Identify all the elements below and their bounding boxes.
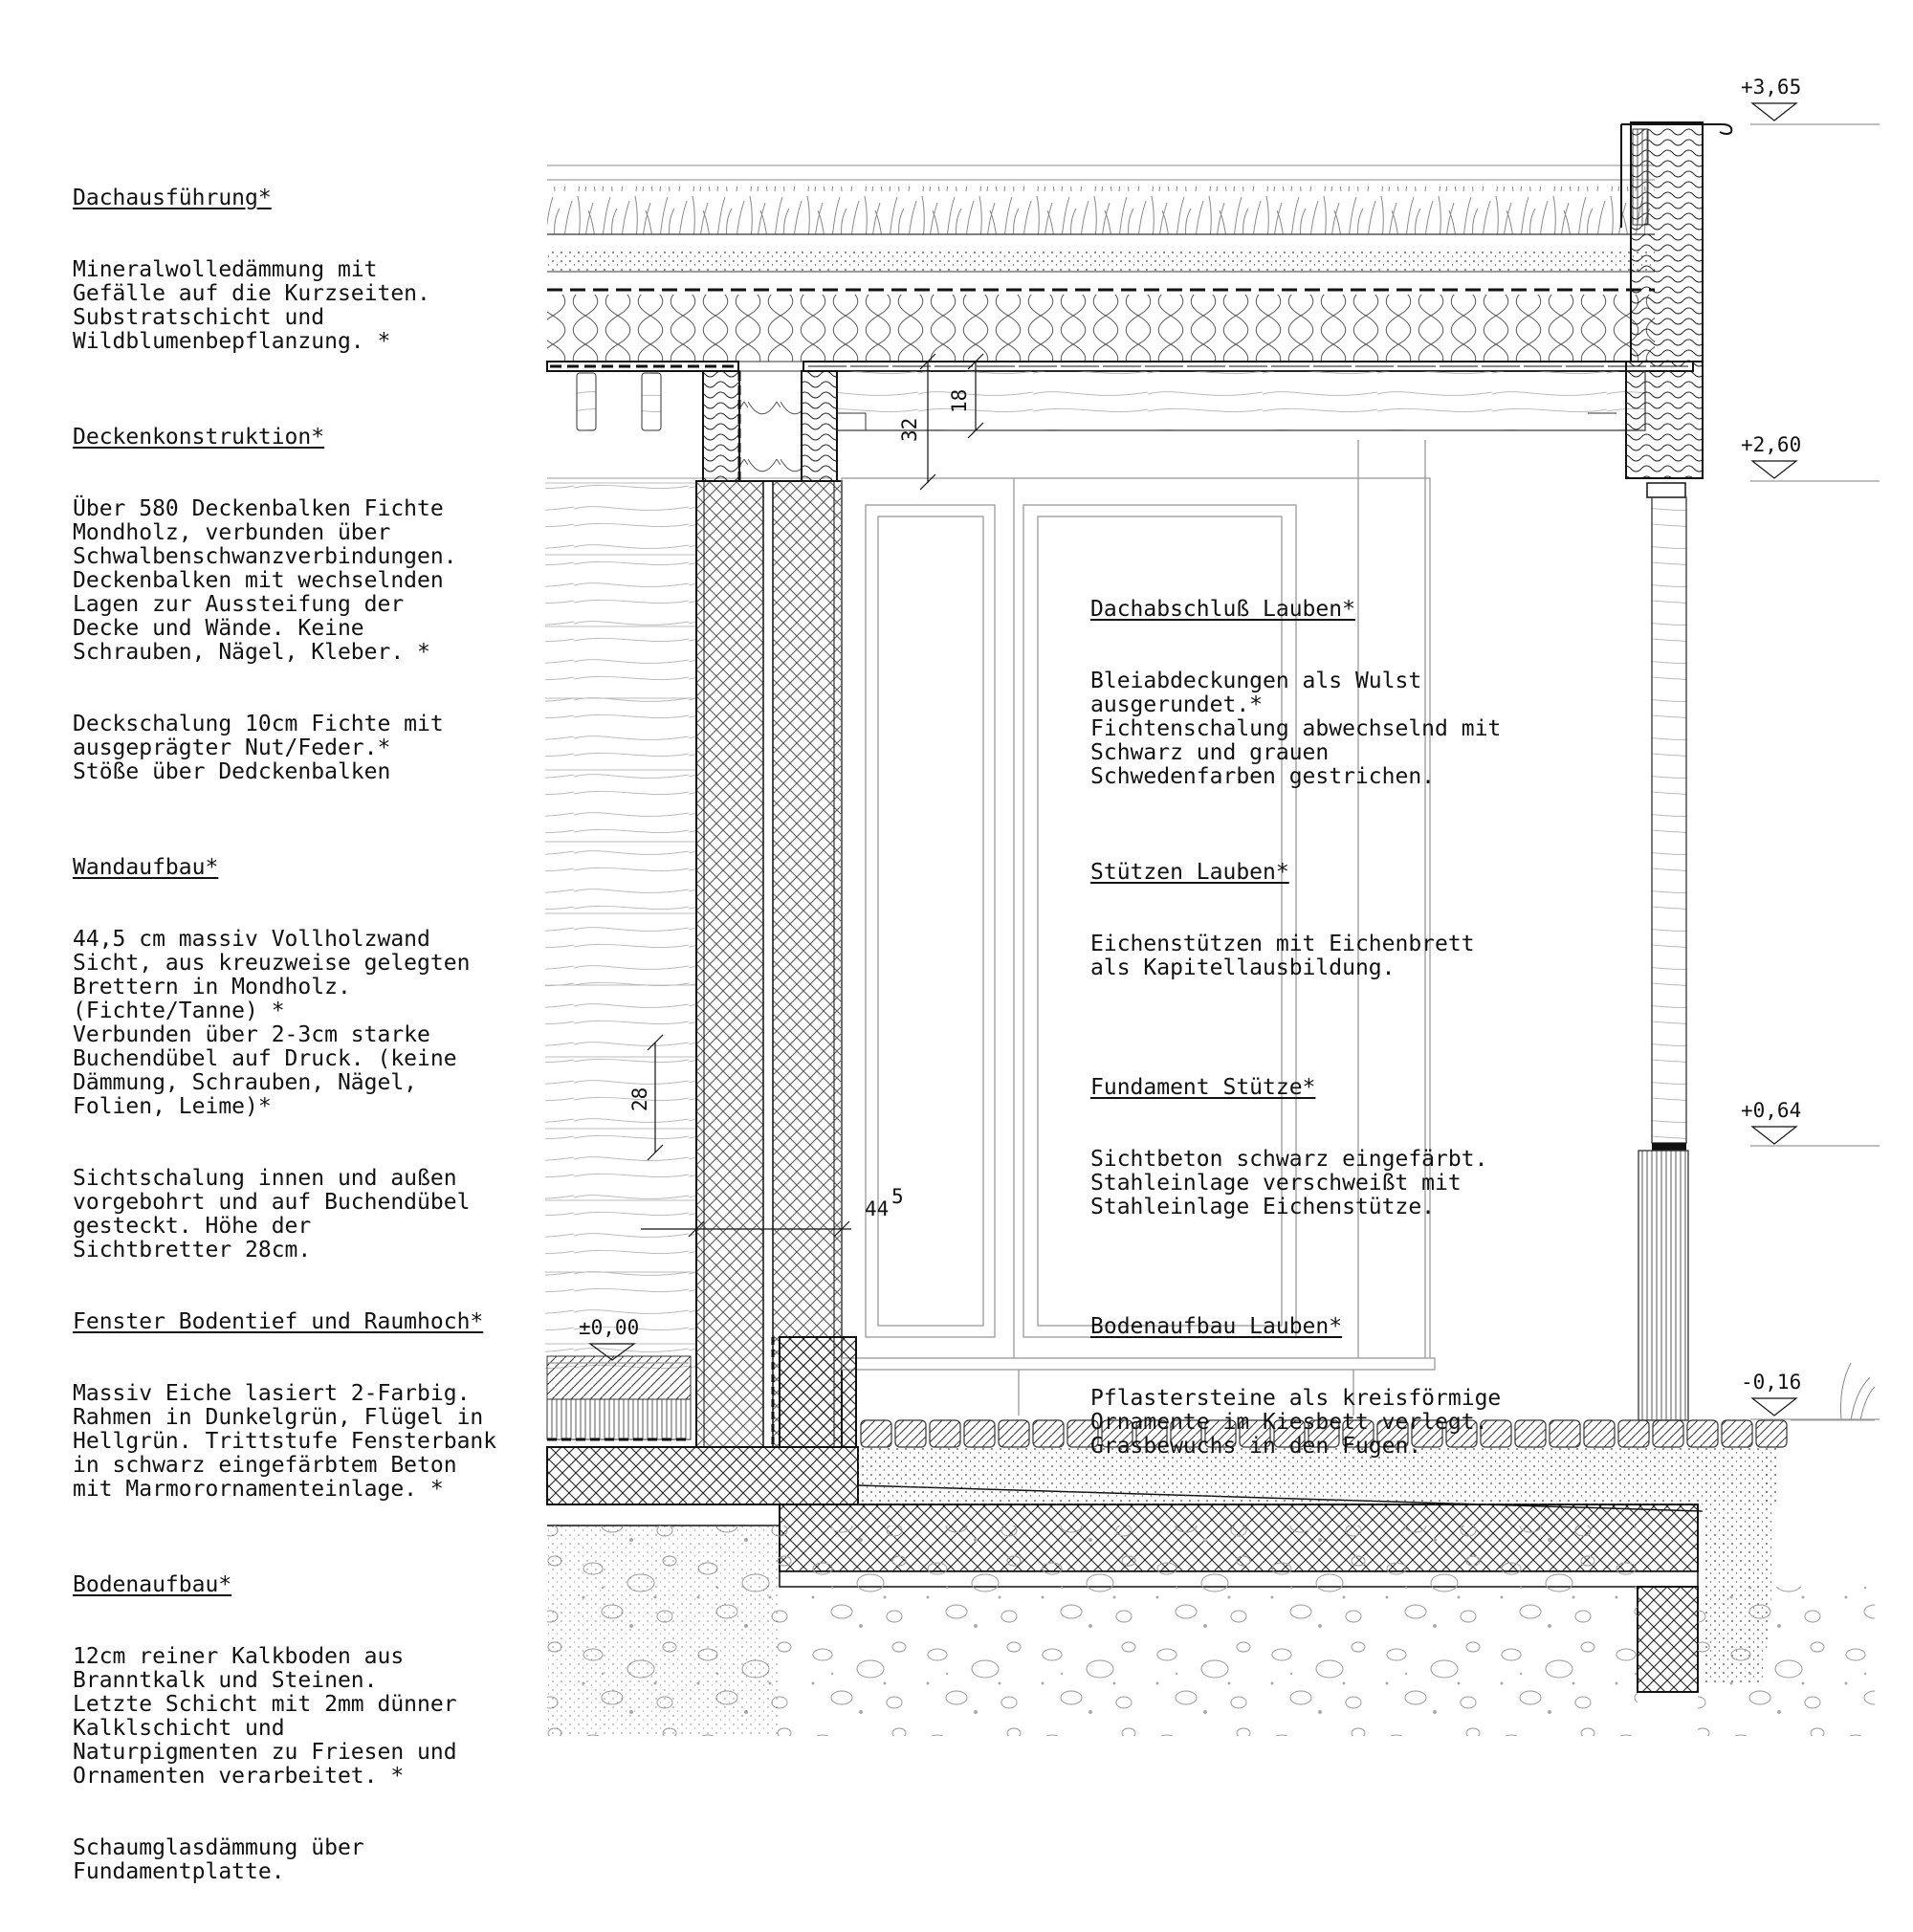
note-title: Bodenaufbau*	[73, 1572, 232, 1597]
level-column-base: +0,64	[1741, 1099, 1802, 1122]
roof-edge	[1621, 122, 1731, 478]
note-text: Eichenstützen mit Eichenbrett als Kapitellausbildung.	[1090, 932, 1475, 980]
note-text: 12cm reiner Kalkboden aus Branntkalk und Steinen. Letzte Schicht mit 2mm dünner Kalklschicht und Naturpigmenten zu Friesen und Ornamenten verarbeitet. *	[73, 1644, 457, 1789]
note-title: Fundament Stütze*	[1090, 1075, 1316, 1100]
oak-column	[1638, 483, 1688, 1420]
dim-deck: 18	[948, 388, 971, 413]
level-ceiling: +2,60	[1741, 433, 1802, 456]
green-roof-vegetation	[547, 187, 1655, 234]
level-top: +3,65	[1741, 76, 1802, 99]
window-sill-concrete	[780, 1337, 856, 1447]
note-text: Mineralwolledämmung mit Gefälle auf die Kurzseiten. Substratschicht und Wildblumenbepflanzung. *	[73, 257, 430, 354]
note-title: Wandaufbau*	[73, 855, 219, 880]
note-text: Bleiabdeckungen als Wulst ausgerundet.* Fichtenschalung abwechselnd mit Schwarz und grauen Schwedenfarben gestrichen.	[1090, 669, 1502, 789]
timber-wall	[696, 481, 842, 1447]
note-title: Dachabschluß Lauben*	[1090, 597, 1355, 622]
note-text: Sichtschalung innen und außen vorgebohrt und auf Buchendübel gesteckt. Höhe der Sichtbretter 28cm.	[73, 1166, 471, 1262]
roof-insulation	[547, 295, 1655, 362]
note-text: Massiv Eiche lasiert 2-Farbig. Rahmen in Dunkelgrün, Flügel in Hellgrün. Trittstufe Fensterbank in schwarz eingefärbtem Beton mit Marmorornamenteinlage. *	[73, 1381, 497, 1502]
note-text: Schaumglasdämmung über Fundamentplatte.	[73, 1835, 364, 1884]
note-title: Stützen Lauben*	[1090, 860, 1289, 885]
note-text: Über 580 Deckenbalken Fichte Mondholz, verbunden über Schwalbenschwanzverbindungen. Deckenbalken mit wechselnden Lagen zur Aussteifung der Decke und Wände. Keine Schrauben, Nägel, Kleber. *	[73, 496, 457, 665]
roof-buildup	[547, 165, 1655, 362]
note-title: Dachausführung*	[73, 186, 272, 210]
notes-left	[73, 163, 570, 1932]
ceiling-deck	[547, 362, 1693, 481]
note-title: Fenster Bodentief und Raumhoch*	[73, 1309, 484, 1334]
level-floor: ±0,00	[579, 1316, 640, 1339]
column-footing	[1638, 1151, 1688, 1420]
notes-right	[1090, 574, 1588, 1506]
wall-cap-left	[703, 371, 739, 481]
note-text: 44,5 cm massiv Vollholzwand Sicht, aus kreuzweise gelegten Brettern in Mondholz. (Fichte/Tanne) * Verbunden über 2-3cm starke Buchendübel auf Druck. (keine Dämmung, Schrauben, Nägel, Folien, Leime)*	[73, 927, 471, 1119]
dim-wall: 44	[865, 1197, 890, 1220]
note-text: Pflastersteine als kreisförmige Ornamente im Kiesbett verlegt. Grasbewuchs in den Fugen.	[1090, 1386, 1502, 1459]
dim-board-height: 28	[628, 1087, 651, 1111]
substrate-layer	[547, 251, 1655, 272]
note-title: Deckenkonstruktion*	[73, 425, 325, 450]
wall-cap-insulation	[739, 371, 802, 481]
note-text: Sichtbeton schwarz eingefärbt. Stahleinlage verschweißt mit Stahleinlage Eichenstütze.	[1090, 1147, 1488, 1219]
wall-cap-right	[802, 371, 837, 481]
note-text: Deckschalung 10cm Fichte mit ausgeprägter Nut/Feder.* Stöße über Dedckenbalken	[73, 712, 444, 784]
level-ground: -0,16	[1741, 1371, 1802, 1394]
dim-beam: 32	[898, 417, 921, 442]
note-title: Bodenaufbau Lauben*	[1090, 1314, 1343, 1339]
dim-wall-sup: 5	[891, 1185, 904, 1208]
